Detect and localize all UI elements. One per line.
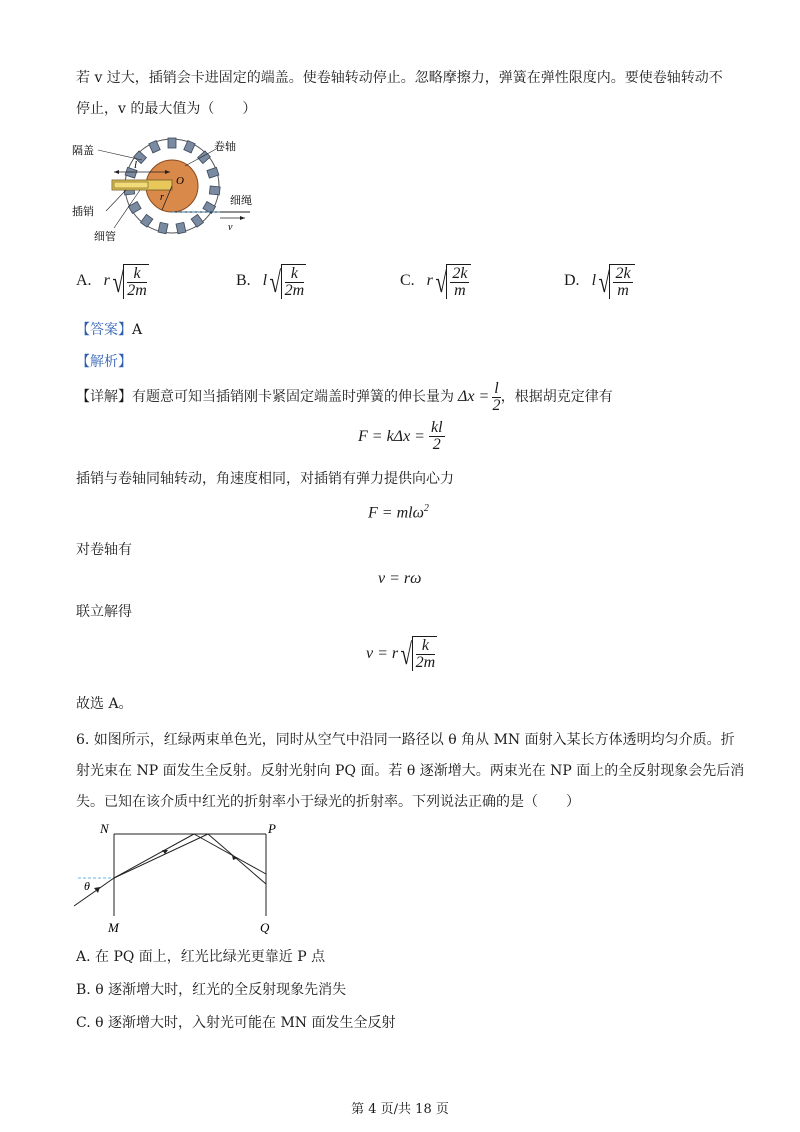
label-N: N bbox=[100, 821, 109, 836]
equation-centripetal: F = mlω$^2$ bbox=[368, 503, 429, 522]
answer-tag: 【答案】 bbox=[76, 322, 132, 338]
equation-hooke: F = kΔx = $\frac{kl}{2}$ bbox=[358, 419, 443, 453]
conclusion: 故选 A。 bbox=[76, 696, 133, 712]
label-r: r bbox=[160, 192, 164, 203]
refraction-figure bbox=[70, 820, 290, 938]
label-l: l bbox=[134, 159, 138, 171]
label-reel: 卷轴 bbox=[214, 141, 236, 153]
option-letter: B. bbox=[236, 272, 251, 290]
analysis-tag: 【解析】 bbox=[76, 354, 132, 370]
option-a[interactable]: A. r√ $\frac{k}{2m}$ bbox=[76, 265, 147, 299]
equation-result: v = r √ $\frac{k}{2m}$ bbox=[366, 637, 436, 671]
q6-option-b[interactable]: B. θ 逐渐增大时，红光的全反射现象先消失 bbox=[76, 982, 347, 998]
label-rope: 细绳 bbox=[230, 195, 252, 207]
delta-x: Δx = bbox=[458, 388, 490, 405]
option-d[interactable]: D. l√ $\frac{2k}{m}$ bbox=[564, 264, 635, 299]
reel-figure bbox=[70, 128, 270, 244]
detail-text-1: 有题意可知当插销刚卡紧固定端盖时弹簧的伸长量为 bbox=[132, 389, 454, 405]
detail-text-2: ，根据胡克定律有 bbox=[500, 389, 613, 405]
option-letter: D. bbox=[564, 272, 580, 290]
label-tube: 细管 bbox=[94, 231, 116, 243]
q6-option-c[interactable]: C. θ 逐渐增大时，入射光可能在 MN 面发生全反射 bbox=[76, 1015, 396, 1031]
detail-line: 【详解】 有题意可知当插销刚卡紧固定端盖时弹簧的伸长量为 Δx = $\frac{l}{2}$ ，根据胡克定律有 bbox=[76, 379, 613, 414]
label-O: O bbox=[176, 175, 184, 187]
pin bbox=[114, 182, 148, 188]
option-letter: A. bbox=[76, 272, 92, 290]
option-letter: C. bbox=[400, 272, 415, 290]
page-footer: 第 4 页/共 18 页 bbox=[351, 1102, 449, 1117]
label-v: v bbox=[228, 222, 233, 233]
answer-value: A bbox=[132, 322, 143, 338]
q6-option-a[interactable]: A. 在 PQ 面上，红光比绿光更靠近 P 点 bbox=[76, 949, 326, 965]
intro-line-2: 停止，v 的最大值为（ ） bbox=[76, 101, 257, 117]
q6-line-2: 射光束在 NP 面发生全反射。反射光射向 PQ 面。若 θ 逐渐增大。两束光在 NP 面上的全反射现象会先后消 bbox=[76, 763, 745, 779]
q6-line-1: 6. 如图所示，红绿两束单色光，同时从空气中沿同一路径以 θ 角从 MN 面射入某长方体透明均匀介质。折 bbox=[76, 732, 735, 748]
label-pin: 插销 bbox=[72, 206, 94, 218]
text-same-axis: 插销与卷轴同轴转动，角速度相同，对插销有弹力提供向心力 bbox=[76, 471, 454, 487]
text-solve: 联立解得 bbox=[76, 604, 132, 620]
detail-tag: 【详解】 bbox=[76, 389, 132, 405]
intro-line-1: 若 v 过大，插销会卡进固定的端盖。使卷轴转动停止。忽略摩擦力，弹簧在弹性限度内。要使卷轴转动不 bbox=[76, 70, 723, 86]
option-b[interactable]: B. l√ $\frac{k}{2m}$ bbox=[236, 265, 305, 299]
q6-line-3: 失。已知在该介质中红光的折射率小于绿光的折射率。下列说法正确的是（ ） bbox=[76, 794, 580, 810]
label-theta: θ bbox=[84, 879, 90, 893]
label-M: M bbox=[108, 920, 119, 935]
label-Q: Q bbox=[260, 920, 270, 935]
equation-linear-speed: v = rω bbox=[378, 570, 422, 587]
answer-line bbox=[76, 320, 142, 340]
label-cover: 隔盖 bbox=[72, 145, 94, 157]
text-reel: 对卷轴有 bbox=[76, 542, 132, 558]
option-c[interactable]: C. r√ $\frac{2k}{m}$ bbox=[400, 264, 471, 299]
label-P: P bbox=[268, 821, 276, 836]
